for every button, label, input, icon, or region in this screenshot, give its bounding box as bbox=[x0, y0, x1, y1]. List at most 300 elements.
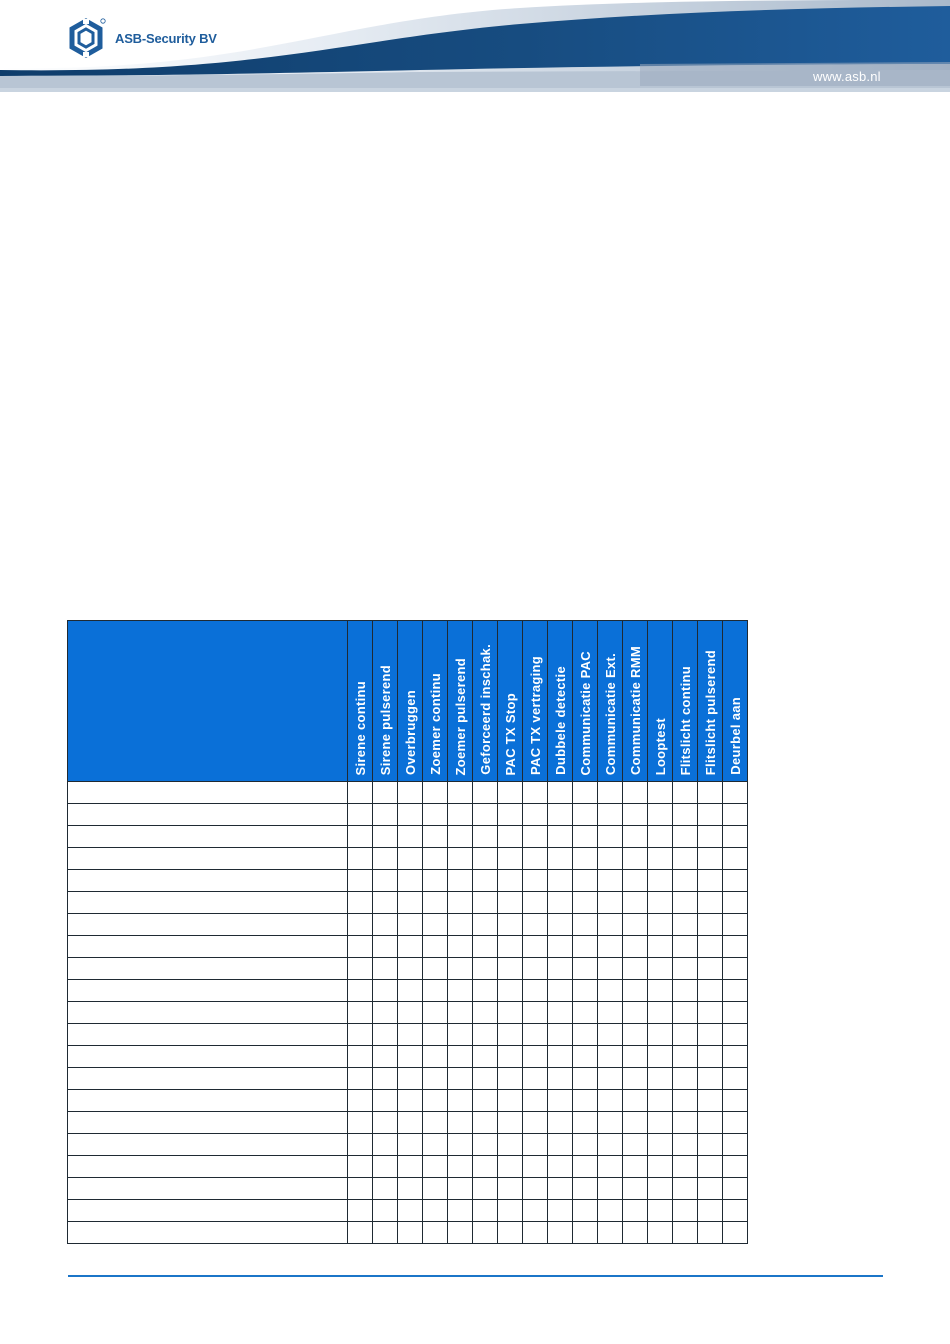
matrix-cell bbox=[548, 1178, 573, 1200]
matrix-cell bbox=[423, 1134, 448, 1156]
matrix-cell bbox=[673, 1046, 698, 1068]
matrix-cell bbox=[698, 914, 723, 936]
matrix-cell bbox=[573, 870, 598, 892]
matrix-cell bbox=[673, 980, 698, 1002]
column-label: Overbruggen bbox=[402, 690, 418, 775]
matrix-cell bbox=[473, 1002, 498, 1024]
matrix-cell bbox=[498, 1024, 523, 1046]
matrix-cell bbox=[423, 958, 448, 980]
matrix-cell bbox=[423, 804, 448, 826]
matrix-cell bbox=[698, 980, 723, 1002]
matrix-cell bbox=[623, 1156, 648, 1178]
matrix-cell bbox=[473, 1046, 498, 1068]
matrix-cell bbox=[598, 1024, 623, 1046]
column-label: Geforceerd inschak. bbox=[477, 644, 493, 775]
column-header bbox=[348, 621, 373, 782]
matrix-cell bbox=[348, 1112, 373, 1134]
column-header bbox=[673, 621, 698, 782]
matrix-cell bbox=[723, 1002, 748, 1024]
matrix-cell bbox=[673, 1068, 698, 1090]
matrix-cell bbox=[373, 1134, 398, 1156]
matrix-cell bbox=[473, 1200, 498, 1222]
matrix-cell bbox=[723, 826, 748, 848]
matrix-cell bbox=[598, 1090, 623, 1112]
matrix-cell bbox=[673, 1112, 698, 1134]
matrix-cell bbox=[523, 1024, 548, 1046]
matrix-cell bbox=[648, 936, 673, 958]
matrix-cell bbox=[373, 1024, 398, 1046]
matrix-cell bbox=[548, 1024, 573, 1046]
matrix-cell bbox=[348, 1200, 373, 1222]
row-name-cell bbox=[68, 1068, 348, 1090]
matrix-cell bbox=[398, 1112, 423, 1134]
column-header bbox=[598, 621, 623, 782]
matrix-cell bbox=[598, 1068, 623, 1090]
matrix-cell bbox=[423, 1222, 448, 1244]
table-row bbox=[68, 980, 748, 1002]
matrix-cell bbox=[673, 1200, 698, 1222]
matrix-cell bbox=[498, 782, 523, 804]
matrix-cell bbox=[598, 870, 623, 892]
header-band bbox=[0, 0, 950, 92]
matrix-cell bbox=[373, 936, 398, 958]
matrix-cell bbox=[398, 1068, 423, 1090]
matrix-cell bbox=[348, 804, 373, 826]
matrix-cell bbox=[548, 1046, 573, 1068]
matrix-cell bbox=[623, 1068, 648, 1090]
matrix-cell bbox=[348, 980, 373, 1002]
matrix-cell bbox=[498, 1200, 523, 1222]
matrix-cell bbox=[598, 1134, 623, 1156]
matrix-cell bbox=[648, 958, 673, 980]
matrix-cell bbox=[373, 1002, 398, 1024]
row-name-cell bbox=[68, 848, 348, 870]
table-row bbox=[68, 804, 748, 826]
matrix-cell bbox=[573, 804, 598, 826]
matrix-cell bbox=[723, 1222, 748, 1244]
column-header bbox=[373, 621, 398, 782]
matrix-cell bbox=[398, 1156, 423, 1178]
matrix-cell bbox=[548, 1222, 573, 1244]
matrix-cell bbox=[473, 1090, 498, 1112]
matrix-cell bbox=[348, 914, 373, 936]
matrix-cell bbox=[473, 782, 498, 804]
matrix-cell bbox=[723, 1134, 748, 1156]
asb-logo-icon bbox=[66, 18, 106, 58]
column-header bbox=[498, 621, 523, 782]
matrix-cell bbox=[423, 826, 448, 848]
matrix-cell bbox=[473, 804, 498, 826]
matrix-corner-cell bbox=[68, 621, 348, 782]
matrix-cell bbox=[573, 980, 598, 1002]
row-name-cell bbox=[68, 914, 348, 936]
matrix-cell bbox=[348, 1024, 373, 1046]
matrix-cell bbox=[598, 1178, 623, 1200]
matrix-cell bbox=[673, 1156, 698, 1178]
matrix-cell bbox=[673, 1178, 698, 1200]
matrix-cell bbox=[698, 782, 723, 804]
matrix-cell bbox=[473, 914, 498, 936]
matrix-cell bbox=[573, 892, 598, 914]
matrix-cell bbox=[723, 980, 748, 1002]
matrix-cell bbox=[648, 870, 673, 892]
matrix-cell bbox=[473, 1134, 498, 1156]
row-name-cell bbox=[68, 958, 348, 980]
matrix-cell bbox=[623, 1112, 648, 1134]
matrix-cell bbox=[648, 1024, 673, 1046]
matrix-cell bbox=[623, 848, 648, 870]
matrix-cell bbox=[648, 848, 673, 870]
footer-rule bbox=[68, 1275, 883, 1277]
column-label: Communicatie PAC bbox=[577, 650, 593, 775]
matrix-cell bbox=[648, 892, 673, 914]
matrix-cell bbox=[348, 1134, 373, 1156]
matrix-cell bbox=[498, 1068, 523, 1090]
matrix-cell bbox=[498, 804, 523, 826]
matrix-cell bbox=[398, 1134, 423, 1156]
matrix-cell bbox=[573, 1156, 598, 1178]
matrix-cell bbox=[398, 1222, 423, 1244]
matrix-cell bbox=[598, 914, 623, 936]
matrix-cell bbox=[423, 782, 448, 804]
matrix-cell bbox=[523, 936, 548, 958]
matrix-cell bbox=[473, 1222, 498, 1244]
matrix-cell bbox=[623, 1222, 648, 1244]
matrix-cell bbox=[548, 980, 573, 1002]
matrix-cell bbox=[523, 1178, 548, 1200]
column-label: Zoemer pulserend bbox=[452, 657, 468, 775]
matrix-cell bbox=[623, 1178, 648, 1200]
matrix-cell bbox=[723, 914, 748, 936]
row-name-cell bbox=[68, 1178, 348, 1200]
matrix-cell bbox=[373, 848, 398, 870]
matrix-cell bbox=[573, 1134, 598, 1156]
matrix-cell bbox=[648, 1200, 673, 1222]
matrix-cell bbox=[648, 1222, 673, 1244]
matrix-cell bbox=[573, 1002, 598, 1024]
matrix-cell bbox=[648, 1112, 673, 1134]
table-row bbox=[68, 870, 748, 892]
matrix-cell bbox=[398, 1178, 423, 1200]
matrix-cell bbox=[498, 892, 523, 914]
matrix-cell bbox=[448, 1200, 473, 1222]
matrix-cell bbox=[423, 1200, 448, 1222]
matrix-cell bbox=[398, 1024, 423, 1046]
matrix-cell bbox=[548, 1200, 573, 1222]
matrix-cell bbox=[698, 1156, 723, 1178]
matrix-cell bbox=[723, 1068, 748, 1090]
matrix-cell bbox=[373, 782, 398, 804]
matrix-cell bbox=[423, 1068, 448, 1090]
matrix-cell bbox=[448, 870, 473, 892]
matrix-cell bbox=[448, 1068, 473, 1090]
matrix-cell bbox=[623, 958, 648, 980]
matrix-cell bbox=[498, 1178, 523, 1200]
matrix-cell bbox=[473, 870, 498, 892]
matrix-cell bbox=[598, 848, 623, 870]
matrix-cell bbox=[698, 936, 723, 958]
matrix-cell bbox=[473, 1068, 498, 1090]
matrix-cell bbox=[448, 1046, 473, 1068]
matrix-cell bbox=[673, 892, 698, 914]
matrix-cell bbox=[673, 1134, 698, 1156]
column-label: Zoemer continu bbox=[427, 673, 443, 775]
matrix-cell bbox=[623, 1134, 648, 1156]
matrix-cell bbox=[348, 848, 373, 870]
table-row bbox=[68, 1156, 748, 1178]
matrix-cell bbox=[523, 1112, 548, 1134]
matrix-cell bbox=[548, 1156, 573, 1178]
matrix-cell bbox=[373, 892, 398, 914]
matrix-cell bbox=[448, 826, 473, 848]
matrix-cell bbox=[573, 826, 598, 848]
matrix-cell bbox=[623, 1024, 648, 1046]
matrix-cell bbox=[523, 1090, 548, 1112]
matrix-cell bbox=[723, 1090, 748, 1112]
column-header bbox=[473, 621, 498, 782]
row-name-cell bbox=[68, 782, 348, 804]
matrix-cell bbox=[348, 870, 373, 892]
matrix-cell bbox=[423, 1112, 448, 1134]
matrix-cell bbox=[548, 1002, 573, 1024]
matrix-cell bbox=[448, 848, 473, 870]
matrix-cell bbox=[548, 1090, 573, 1112]
matrix-cell bbox=[698, 804, 723, 826]
matrix-cell bbox=[473, 1112, 498, 1134]
matrix-cell bbox=[598, 1156, 623, 1178]
matrix-cell bbox=[723, 892, 748, 914]
column-label: Flitslicht pulserend bbox=[702, 649, 718, 775]
matrix-cell bbox=[698, 1200, 723, 1222]
matrix-cell bbox=[548, 936, 573, 958]
matrix-cell bbox=[598, 936, 623, 958]
matrix-cell bbox=[423, 980, 448, 1002]
matrix-cell bbox=[673, 782, 698, 804]
table-row bbox=[68, 914, 748, 936]
column-label: Sirene continu bbox=[352, 680, 368, 775]
matrix-cell bbox=[398, 804, 423, 826]
matrix-cell bbox=[348, 1222, 373, 1244]
matrix-cell bbox=[348, 1068, 373, 1090]
matrix-cell bbox=[648, 1068, 673, 1090]
matrix-cell bbox=[573, 782, 598, 804]
matrix-cell bbox=[423, 1156, 448, 1178]
matrix-cell bbox=[523, 1156, 548, 1178]
column-header bbox=[573, 621, 598, 782]
matrix-cell bbox=[523, 1222, 548, 1244]
matrix-cell bbox=[573, 1090, 598, 1112]
table-row bbox=[68, 1024, 748, 1046]
matrix-cell bbox=[398, 1002, 423, 1024]
matrix-cell bbox=[698, 826, 723, 848]
matrix-cell bbox=[448, 892, 473, 914]
matrix-cell bbox=[373, 804, 398, 826]
matrix-cell bbox=[348, 936, 373, 958]
matrix-cell bbox=[348, 782, 373, 804]
matrix-cell bbox=[498, 980, 523, 1002]
matrix-cell bbox=[348, 1090, 373, 1112]
matrix-cell bbox=[398, 914, 423, 936]
table-row bbox=[68, 1178, 748, 1200]
matrix-cell bbox=[573, 1178, 598, 1200]
matrix-cell bbox=[473, 848, 498, 870]
matrix-cell bbox=[523, 1200, 548, 1222]
matrix-cell bbox=[373, 980, 398, 1002]
matrix-body bbox=[68, 782, 748, 1244]
row-name-cell bbox=[68, 1112, 348, 1134]
matrix-cell bbox=[448, 1002, 473, 1024]
matrix-cell bbox=[373, 958, 398, 980]
table-row bbox=[68, 826, 748, 848]
column-label: Communicatie RMM bbox=[627, 645, 643, 775]
matrix-cell bbox=[523, 914, 548, 936]
matrix-cell bbox=[473, 826, 498, 848]
matrix-cell bbox=[348, 958, 373, 980]
matrix-cell bbox=[673, 936, 698, 958]
matrix-cell bbox=[723, 848, 748, 870]
matrix-cell bbox=[598, 892, 623, 914]
matrix-cell bbox=[723, 1112, 748, 1134]
matrix-cell bbox=[348, 892, 373, 914]
matrix-cell bbox=[648, 1046, 673, 1068]
matrix-cell bbox=[598, 1112, 623, 1134]
matrix-cell bbox=[698, 1002, 723, 1024]
matrix-cell bbox=[373, 1068, 398, 1090]
matrix-cell bbox=[698, 870, 723, 892]
matrix-cell bbox=[723, 1178, 748, 1200]
matrix-cell bbox=[673, 1090, 698, 1112]
matrix-cell bbox=[473, 892, 498, 914]
matrix-cell bbox=[448, 980, 473, 1002]
matrix-cell bbox=[648, 782, 673, 804]
matrix-cell bbox=[623, 826, 648, 848]
matrix-cell bbox=[698, 1222, 723, 1244]
matrix-cell bbox=[398, 936, 423, 958]
matrix-header-row bbox=[68, 621, 748, 782]
matrix-cell bbox=[498, 870, 523, 892]
row-name-cell bbox=[68, 892, 348, 914]
matrix-cell bbox=[448, 914, 473, 936]
matrix-cell bbox=[598, 980, 623, 1002]
matrix-cell bbox=[498, 1134, 523, 1156]
matrix-cell bbox=[573, 1046, 598, 1068]
matrix-cell bbox=[573, 848, 598, 870]
matrix-cell bbox=[348, 1046, 373, 1068]
matrix-cell bbox=[448, 1134, 473, 1156]
matrix-cell bbox=[523, 980, 548, 1002]
matrix-cell bbox=[423, 848, 448, 870]
matrix-cell bbox=[723, 782, 748, 804]
matrix-cell bbox=[598, 1002, 623, 1024]
matrix-cell bbox=[648, 1178, 673, 1200]
website-url: www.asb.nl bbox=[813, 69, 881, 84]
row-name-cell bbox=[68, 1046, 348, 1068]
matrix-cell bbox=[673, 1222, 698, 1244]
matrix-cell bbox=[498, 848, 523, 870]
matrix-cell bbox=[623, 980, 648, 1002]
row-name-cell bbox=[68, 1024, 348, 1046]
matrix-cell bbox=[723, 1024, 748, 1046]
matrix-cell bbox=[648, 804, 673, 826]
row-name-cell bbox=[68, 936, 348, 958]
column-header bbox=[623, 621, 648, 782]
matrix-cell bbox=[398, 782, 423, 804]
table-row bbox=[68, 1112, 748, 1134]
matrix-cell bbox=[673, 1024, 698, 1046]
matrix-cell bbox=[673, 804, 698, 826]
matrix-cell bbox=[723, 958, 748, 980]
matrix-cell bbox=[498, 914, 523, 936]
matrix-cell bbox=[698, 1068, 723, 1090]
brand-name: ASB-Security BV bbox=[115, 31, 217, 46]
matrix-cell bbox=[598, 782, 623, 804]
matrix-cell bbox=[523, 848, 548, 870]
matrix-cell bbox=[698, 1134, 723, 1156]
matrix-cell bbox=[423, 1046, 448, 1068]
matrix-cell bbox=[523, 958, 548, 980]
matrix-cell bbox=[373, 826, 398, 848]
row-name-cell bbox=[68, 1156, 348, 1178]
matrix-cell bbox=[473, 1178, 498, 1200]
column-label: Dubbele detectie bbox=[552, 666, 568, 775]
matrix-cell bbox=[623, 914, 648, 936]
matrix-cell bbox=[448, 1024, 473, 1046]
matrix-cell bbox=[623, 1090, 648, 1112]
matrix-cell bbox=[698, 848, 723, 870]
matrix-cell bbox=[573, 1222, 598, 1244]
table-row bbox=[68, 892, 748, 914]
table-row bbox=[68, 1134, 748, 1156]
row-name-cell bbox=[68, 826, 348, 848]
matrix-cell bbox=[573, 936, 598, 958]
column-header bbox=[648, 621, 673, 782]
matrix-cell bbox=[698, 1090, 723, 1112]
matrix-cell bbox=[348, 1178, 373, 1200]
matrix-cell bbox=[548, 804, 573, 826]
table-row bbox=[68, 1046, 748, 1068]
matrix-cell bbox=[448, 782, 473, 804]
matrix-cell bbox=[598, 1200, 623, 1222]
matrix-cell bbox=[523, 782, 548, 804]
matrix-cell bbox=[498, 1090, 523, 1112]
matrix-cell bbox=[648, 914, 673, 936]
matrix-cell bbox=[548, 892, 573, 914]
row-name-cell bbox=[68, 804, 348, 826]
matrix-cell bbox=[598, 958, 623, 980]
matrix-cell bbox=[448, 1112, 473, 1134]
matrix-cell bbox=[723, 1046, 748, 1068]
matrix-cell bbox=[548, 782, 573, 804]
column-header bbox=[398, 621, 423, 782]
matrix-cell bbox=[448, 1090, 473, 1112]
table-row bbox=[68, 1090, 748, 1112]
matrix-cell bbox=[348, 1156, 373, 1178]
matrix-cell bbox=[473, 936, 498, 958]
table-row bbox=[68, 936, 748, 958]
matrix-cell bbox=[373, 1200, 398, 1222]
matrix-cell bbox=[723, 804, 748, 826]
matrix-cell bbox=[673, 826, 698, 848]
matrix-cell bbox=[673, 1002, 698, 1024]
matrix-cell bbox=[698, 892, 723, 914]
table-row bbox=[68, 1002, 748, 1024]
row-name-cell bbox=[68, 870, 348, 892]
table-row bbox=[68, 1222, 748, 1244]
column-label: Communicatie Ext. bbox=[602, 652, 618, 775]
matrix-cell bbox=[623, 1002, 648, 1024]
matrix-cell bbox=[573, 1024, 598, 1046]
matrix-cell bbox=[398, 870, 423, 892]
